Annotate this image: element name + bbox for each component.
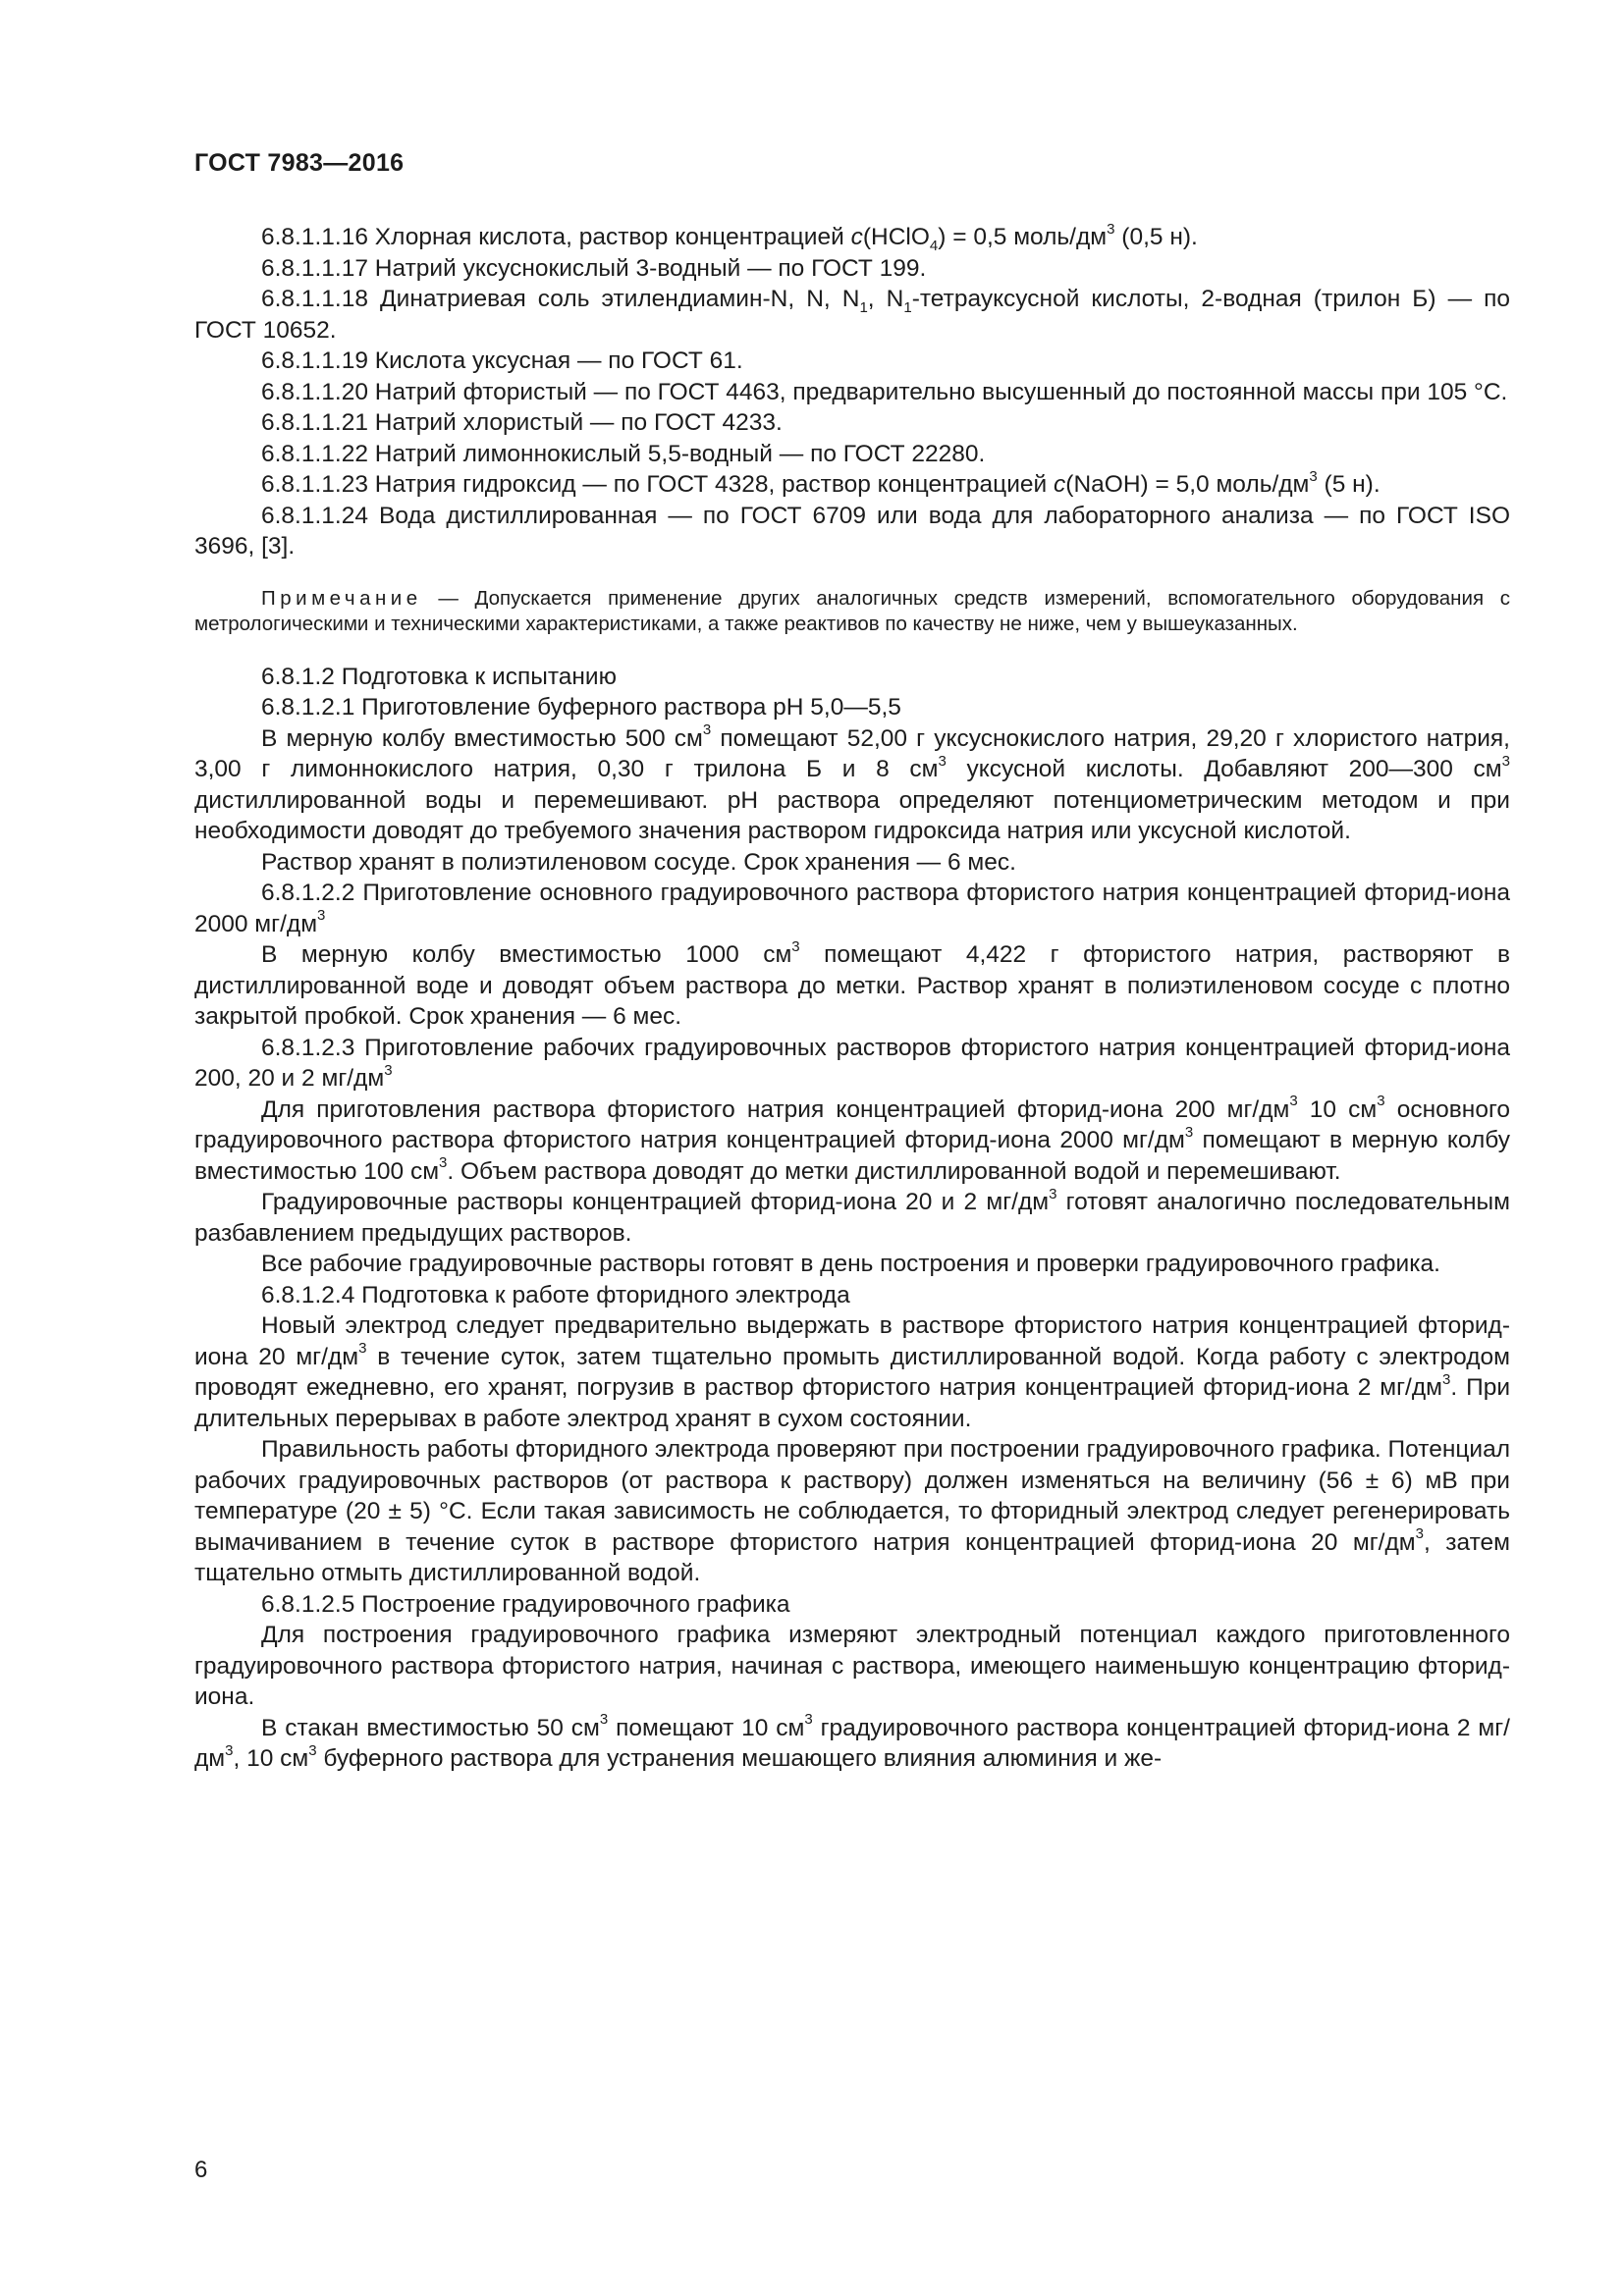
paragraph-same-day: Все рабочие градуировочные растворы готовят в день построения и проверки градуировочного графика. <box>261 1251 1440 1277</box>
section-6-8-1-2-title: 6.8.1.2 Подготовка к испытанию <box>261 663 617 690</box>
note-block <box>194 586 1510 638</box>
paragraph-6-8-1-1-21: 6.8.1.1.21 Натрий хлористый — по ГОСТ 4233. <box>261 409 783 436</box>
paragraph-new-electrode: Новый электрод следует предварительно выдержать в растворе фтористого натрия концентрацией фторид-иона 20 $мг/дм^3$ в течение суток, затем тщательно промыть дистиллированной водой. Когда работу с электродом проводят ежедневно, его хранят, погрузив в раствор фтористого натрия концентрацией фторид-иона 2 $мг/дм^3$. При длительных перерывах в работе электрод хранят в сухом состоянии. <box>194 1312 1511 1432</box>
paragraph-6-8-1-1-23: 6.8.1.1.23 Натрия гидроксид — по ГОСТ 4328, раствор концентрацией c(NaOH) = 5,0 моль/$дм^3$ (5 н). <box>261 467 1380 498</box>
page-number: 6 <box>194 2157 208 2183</box>
paragraph-6-8-1-1-19: 6.8.1.1.19 Кислота уксусная — по ГОСТ 61. <box>261 347 743 374</box>
paragraph-beaker: В стакан вместимостью 50 $см^3$ помещают 10 $см^3$ градуировочного раствора концентрацией фторид-иона 2 $мг/дм^3$, 10 $см^3$ буферного раствора для устранения мешающего влияния алюминия и же- <box>194 1711 1510 1772</box>
paragraph-6-8-1-1-24: 6.8.1.1.24 Вода дистиллированная — по ГОСТ 6709 или вода для лабораторного анализа — по ГОСТ ISO 3696, [3]. <box>194 502 1511 560</box>
page-header: ГОСТ 7983—2016 <box>194 149 405 177</box>
paragraph-buffer-storage: Раствор хранят в полиэтиленовом сосуде. Срок хранения — 6 мес. <box>261 848 1016 876</box>
section-6-8-1-2-2-title: 6.8.1.2.2 Приготовление основного градуировочного раствора фтористого натрия концентрацией фторид-иона 2000 $мг/дм^3$ <box>194 880 1510 937</box>
section-6-8-1-2-3-title: 6.8.1.2.3 Приготовление рабочих градуировочных растворов фтористого натрия концентрацией фторид-иона 200, 20 и 2 $мг/дм^3$ <box>194 1034 1510 1092</box>
paragraph-dilution: Градуировочные растворы концентрацией фторид-иона 20 и 2 $мг/дм^3$ готовят аналогично последовательным разбавлением предыдущих растворов. <box>194 1185 1510 1247</box>
paragraph-electrode-check: Правильность работы фторидного электрода проверяют при построении градуировочного графика. Потенциал рабочих градуировочных растворов (от раствора к раствору) должен изменяться на величину (56 ± 6) мВ при температуре (20 ± 5) °С. Если такая зависимость не соблюдается, то фторидный электрод следует регенерировать вымачиванием в течение суток в растворе фтористого натрия концентрацией фторид-иона 20 $мг/дм^3$, затем тщательно отмыть дистиллированной водой. <box>194 1436 1510 1586</box>
paragraph-6-8-1-1-17: 6.8.1.1.17 Натрий уксуснокислый 3-водный — по ГОСТ 199. <box>261 254 927 282</box>
section-6-8-1-2-4-title: 6.8.1.2.4 Подготовка к работе фторидного электрода <box>261 1281 850 1308</box>
document-body <box>194 222 1510 1775</box>
paragraph-buffer-preparation: В мерную колбу вместимостью 500 $см^3$ помещают 52,00 г уксуснокислого натрия, 29,20 г хлористого натрия, 3,00 г лимоннокислого натрия, 0,30 г трилона Б и 8 $см^3$ уксусной кислоты. Добавляют 200—300 $см^3$ дистиллированной воды и перемешивают. рН раствора определяют потенциометрическим методом и при необходимости доводят до требуемого значения раствором гидроксида натрия или уксусной кислотой. <box>194 721 1510 844</box>
paragraph-6-8-1-1-22: 6.8.1.1.22 Натрий лимоннокислый 5,5-водный — по ГОСТ 22280. <box>261 440 986 467</box>
paragraph-6-8-1-1-20: 6.8.1.1.20 Натрий фтористый — по ГОСТ 4463, предварительно высушенный до постоянной массы при 105 °С. <box>261 378 1508 405</box>
section-6-8-1-2-5-title: 6.8.1.2.5 Построение градуировочного графика <box>261 1590 790 1618</box>
paragraph-calibration-graph: Для построения градуировочного графика измеряют электродный потенциал каждого приготовленного градуировочного раствора фтористого натрия, начиная с раствора, имеющего наименьшую концентрацию фторид-иона. <box>194 1622 1510 1710</box>
paragraph-6-8-1-1-16: 6.8.1.1.16 Хлорная кислота, раствор концентрацией c(HClO$_4$) = 0,5 моль/$дм^3$ (0,5 н). <box>261 220 1198 254</box>
paragraph-working-solutions: Для приготовления раствора фтористого натрия концентрацией фторид-иона 200 $мг/дм^3$ 10 $см^3$ основного градуировочного раствора фтористого натрия концентрацией фторид-иона 2000 $мг/дм^3$ помещают в мерную колбу вместимостью 100 $см^3$. Объем раствора доводят до метки дистиллированной водой и перемешивают. <box>194 1093 1510 1185</box>
paragraph-6-8-1-1-18: 6.8.1.1.18 Динатриевая соль этилендиамин-N, N, $N_1$, $N_1$-тетрауксусной кислоты, 2-водная (трилон Б) — по ГОСТ 10652. <box>194 286 1511 344</box>
note-label: Примечание <box>261 586 422 610</box>
note-text: — Допускается применение других аналогичных средств измерений, вспомогательного оборудования с метрологическими и техническими характеристиками, а также реактивов по качеству не ниже, чем у вышеуказанных. <box>194 586 1510 635</box>
section-6-8-1-2-1-title: 6.8.1.2.1 Приготовление буферного раствора рН 5,0—5,5 <box>261 694 901 721</box>
paragraph-stock-solution: В мерную колбу вместимостью 1000 $см^3$ помещают 4,422 г фтористого натрия, растворяют в дистиллированной воде и доводят объем раствора до метки. Раствор хранят в полиэтиленовом сосуде с плотно закрытой пробкой. Срок хранения — 6 мес. <box>194 937 1510 1030</box>
